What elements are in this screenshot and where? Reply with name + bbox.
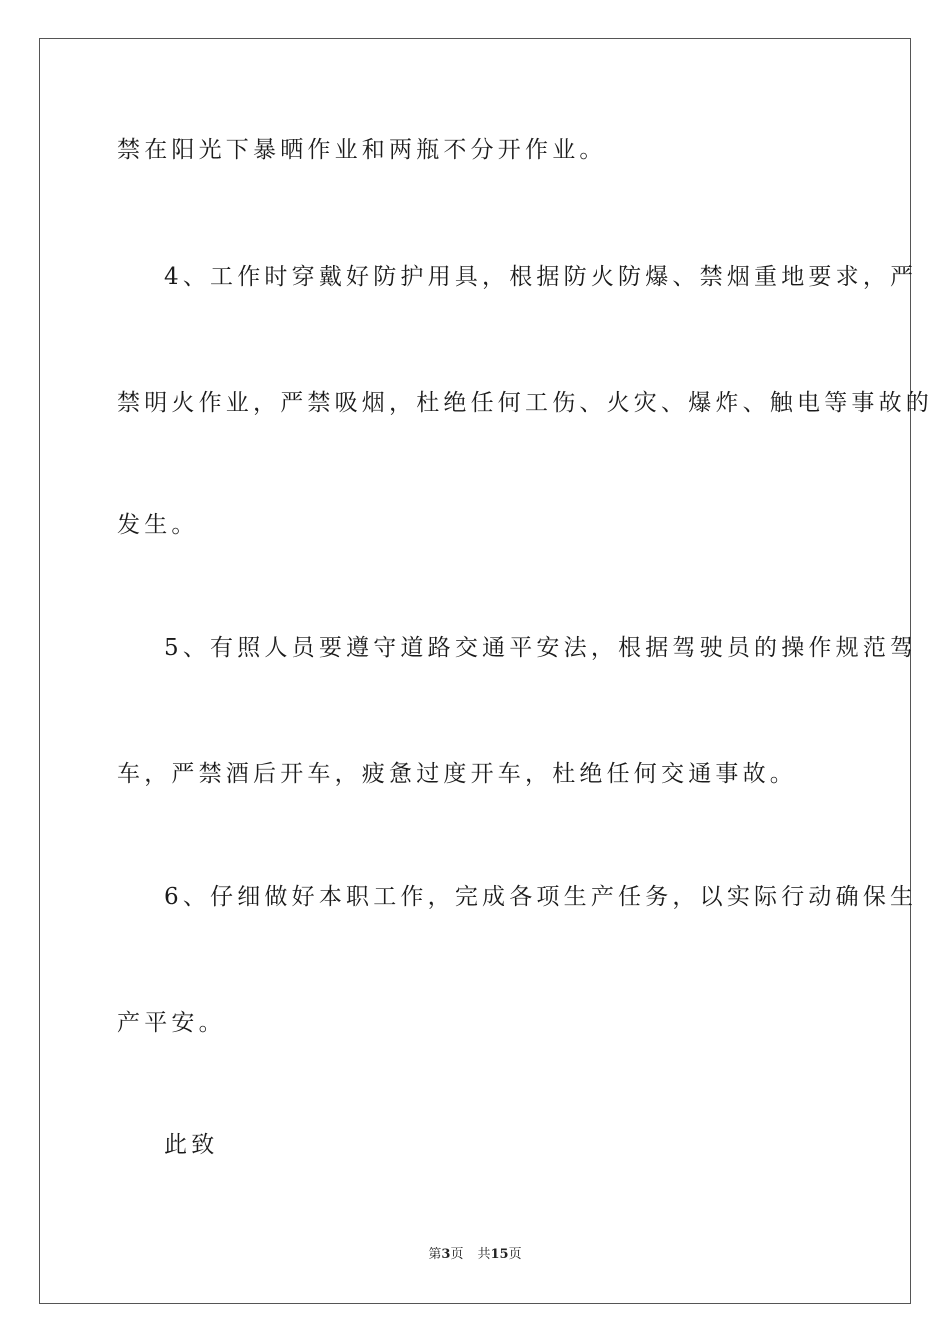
text-line-4: 发生。 — [117, 512, 199, 538]
text-line-3: 禁明火作业，严禁吸烟，杜绝任何工伤、火灾、爆炸、触电等事故的 — [117, 390, 933, 416]
text-line-7: 6、仔细做好本职工作，完成各项生产任务，以实际行动确保生 — [164, 884, 918, 910]
text-line-1: 禁在阳光下暴晒作业和两瓶不分开作业。 — [117, 137, 607, 163]
page-number: 3 — [441, 1247, 451, 1262]
text-line-2: 4、工作时穿戴好防护用具，根据防火防爆、禁烟重地要求，严 — [164, 264, 918, 290]
page-border — [39, 38, 911, 1304]
page-prefix: 第 — [428, 1247, 442, 1262]
text-line-8: 产平安。 — [117, 1010, 226, 1036]
page-suffix: 页 — [450, 1247, 464, 1262]
total-suffix: 页 — [508, 1247, 522, 1262]
text-line-5: 5、有照人员要遵守道路交通平安法，根据驾驶员的操作规范驾 — [164, 635, 918, 661]
page-footer — [0, 1247, 950, 1263]
text-line-9: 此致 — [164, 1132, 219, 1158]
total-prefix: 共 — [477, 1247, 491, 1262]
text-line-6: 车，严禁酒后开车，疲惫过度开车，杜绝任何交通事故。 — [117, 761, 797, 787]
total-pages: 15 — [490, 1247, 509, 1262]
